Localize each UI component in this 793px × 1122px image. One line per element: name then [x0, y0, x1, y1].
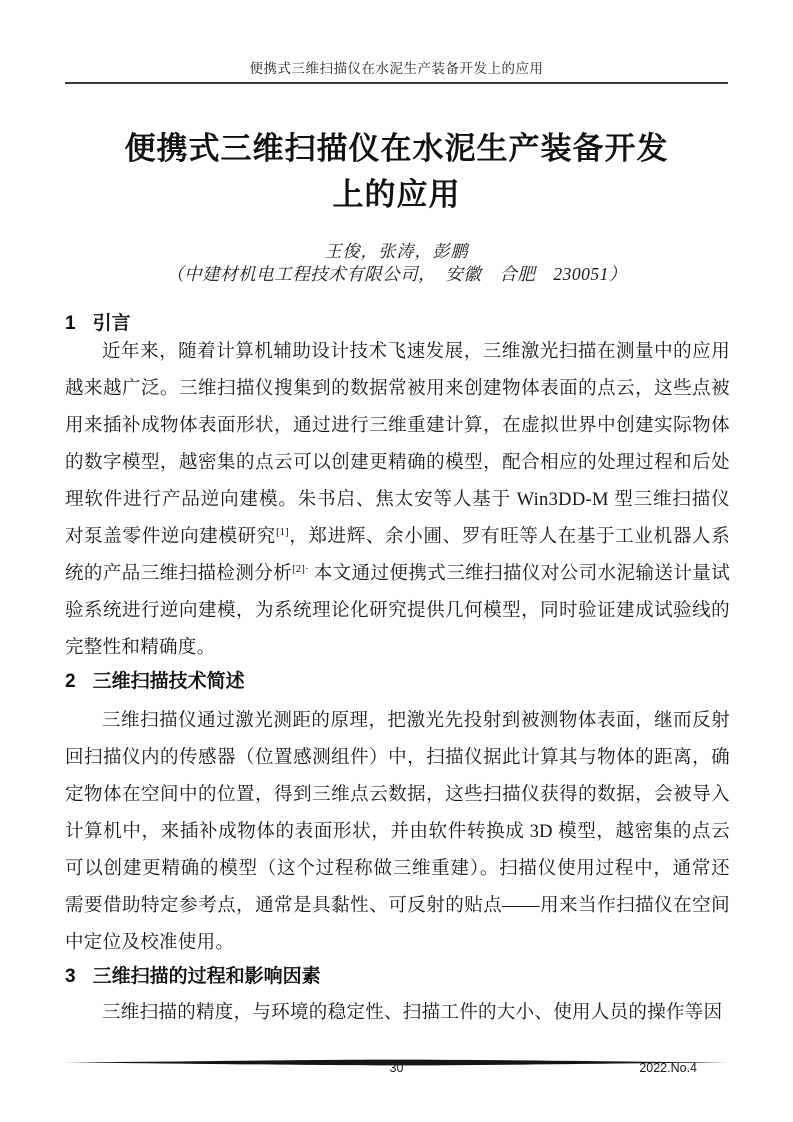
running-header: 便携式三维扫描仪在水泥生产装备开发上的应用: [249, 61, 544, 76]
issue-label: 2022.No.4: [639, 1061, 697, 1075]
section-3-number: 3: [65, 966, 76, 987]
section-1-number: 1: [65, 313, 76, 334]
process-paragraph: 三维扫描的精度，与环境的稳定性、扫描工件的大小、使用人员的操作等因: [102, 1003, 723, 1023]
citation-1: [1]: [276, 525, 289, 538]
intro-text-3: 本文通过便携式三维扫描仪对公司水泥输送计量试验系统进行逆向建模，为系统理论化研究提供几何模型，同时验证建成试验线的完整性和精确度。: [65, 564, 730, 658]
intro-paragraph: [65, 334, 730, 667]
paper-title-line-1: 便携式三维扫描仪在水泥生产装备开发: [124, 131, 669, 166]
paper-title-line-2: 上的应用: [332, 177, 461, 212]
intro-text-1: 近年来，随着计算机辅助设计技术飞速发展，三维激光扫描在测量中的应用越来越广泛。三维扫描仪搜集到的数据常被用来创建物体表面的点云，这些点被用来插补成物体表面形状，通过进行三维重建计算，在虚拟世界中创建实际物体的数字模型，越密集的点云可以创建更精确的模型，配合相应的处理过程和后处理软件进行产品逆向建模。朱书启、焦太安等人基于 Win3DD-M 型三维扫描仪对泵盖零件逆向建模研究: [65, 342, 730, 547]
intro-text-2: ，郑进辉、余小圃、罗有旺等人在基于工业机器人系统的产品三维扫描检测分析: [65, 527, 730, 584]
authors-line: 王俊，张涛，彭鹏: [324, 242, 469, 261]
section-2-title: 三维扫描技术简述: [92, 671, 245, 692]
section-1-heading: [65, 308, 730, 335]
section-2-heading: [65, 666, 730, 693]
affiliation-line: （中建材机电工程技术有限公司， 安徽 合肥 230051）: [166, 264, 627, 284]
section-1-title: 引言: [92, 313, 131, 334]
tech-paragraph: 三维扫描仪通过激光测距的原理，把激光先投射到被测物体表面，继而反射回扫描仪内的传感器（位置感测组件）中，扫描仪据此计算其与物体的距离，确定物体在空间中的位置，得到三维点云数据，这些扫描仪获得的数据，会被导入计算机中，来插补成物体的表面形状，并由软件转换成 3D 模型，越密集的点云可以创建更精确的模型（这个过程称做三维重建）。扫描仪使用过程中，通常还需要借助特定参考点，通常是具黏性、可反射的贴点——用来当作扫描仪在空间中定位及校准使用。: [65, 711, 730, 953]
paper-title: [40, 126, 753, 218]
footer-divider: [65, 1053, 727, 1060]
section-3-heading: [65, 961, 730, 988]
page-number: 30: [389, 1061, 404, 1075]
header-divider: [65, 82, 728, 84]
citation-2: [2]·: [292, 562, 309, 575]
section-3-title: 三维扫描的过程和影响因素: [92, 966, 321, 987]
section-2-number: 2: [65, 671, 76, 692]
